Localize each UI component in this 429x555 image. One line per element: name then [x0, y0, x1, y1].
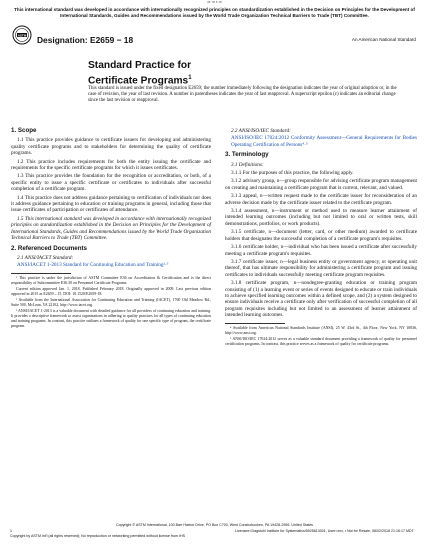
top-code: ᴬᴮ ᵀᴹ ᴱ ᴬᴱ — [207, 1, 222, 5]
section-terminology-heading: 3. Terminology — [225, 151, 269, 159]
section-refdocs-heading: 2. Referenced Documents — [11, 244, 87, 252]
term-3-1-6: 3.1.6 certificate holder, n—individual who has been issued a certificate after successfully meeting a certificate program's requisites. — [225, 244, 417, 257]
footnote-rule-right — [225, 323, 285, 324]
footnote-2: ² Available from the International Association for Continuing Education and Training (IACET), 1760 Old Meadow Rd., Suite 500, McLean, VA 22102, http://www.iacet.org. — [11, 297, 211, 307]
term-3-1-8: 3.1.8 certificate program, n—nondegree-granting education or training program consisting of (1) a learning event or series of events designed to educate or train individuals to achieve specified learning outcomes within a defined scope, and (2) a system designed to ensure individuals receive a certificate only after verification of successful completion of all program requisites including but not limited to an assessment of learner attainment of intended learning outcomes. — [225, 280, 417, 319]
svg-text:ASTM: ASTM — [17, 33, 27, 38]
ref-link-ansi-iacet[interactable]: ANSI/IACET 1-2013 Standard for Continuing Education and Training²·³ — [17, 262, 169, 269]
title-line-2: Certificate Programs$^1$ — [88, 75, 192, 87]
footnote-5: ⁵ ANSI/ISO/IEC 17024:2012 serves as a valuable standard document providing a framework of quality for personnel certification programs. In contrast, this practice serves as a framework of quality for certificate programs. — [225, 336, 417, 346]
footer-page-number: 1 — [10, 529, 12, 533]
scope-1-2: 1.2 This practice includes requirements for both the entity issuing the certificate and requirements for the specific certificate programs for which it issues certificates. — [11, 158, 211, 172]
scope-1-3: 1.3 This practice provides the foundation for the recognition or accreditation, or both, of a specific entity to issue a specific certificate or certificates to individuals after successful completion of a certificate program. — [11, 173, 211, 193]
document-title — [88, 60, 192, 87]
ansi-iso-heading: 2.2 ANSI/ISO/IEC Standard: — [231, 128, 291, 134]
footer-right: Licensee=Dagstuhl Institute for Systematics/5925813001, User=xxx, r Not for Resale, 08/02/2018 21:16:17 MDT — [235, 529, 414, 533]
astm-logo — [12, 25, 32, 45]
title-line-1: Standard Practice for — [88, 60, 192, 71]
term-3-1-3: 3.1.3 appeal, n—written request made to the certificate issuer for reconsideration of an adverse decision made by the certificate issuer related to the certificate program. — [225, 193, 417, 206]
footnote-rule — [11, 273, 71, 274]
header-notice: This international standard was developed in accordance with internationally recognized principles on standardization established in the Decision on Principles for the Development of International Standards, Guides and Recommendations issued by the World Trade Organization Technical Barriers to Trade (TBT) Committee. — [14, 7, 415, 18]
footnote-1: ¹ This practice is under the jurisdiction of ASTM Committee E36 on Accreditation & Certification and is the direct responsibility of Subcommittee E36.30 on Personnel Certificate Programs. — [11, 275, 211, 285]
term-3-1-5: 3.1.5 certificate, n—document (letter, card, or other medium) awarded to certificate holders that designates the successful completion of a certificate program's requisites. — [225, 229, 417, 242]
footer-left — [10, 529, 210, 538]
term-3-1-7: 3.1.7 certificate issuer, n—legal business entity or government agency, or operating unit thereof, that has ultimate responsibility for administering a certificate program and issuing certificates to individuals successfully meeting certificate program requisites. — [225, 258, 417, 278]
term-3-1-1: 3.1.1 For the purposes of this practice, the following apply. — [231, 170, 354, 177]
ansi-ieee-heading: 2.1 ANSI/IACET Standard: — [17, 254, 74, 261]
term-3-1-2: 3.1.2 advisory group, n—group responsible for advising certificate program management on creating and maintaining a certificate program that is current, relevant, and valued. — [225, 178, 417, 191]
footer-copyright-notice: Copyright by ASTM Int'l (all rights reserved); No reproduction or networking permitted without license from IHS — [10, 533, 186, 538]
issuance-note: This standard is issued under the fixed designation E2659; the number immediately following the designation indicates the year of original adoption or, in the case of revision, the year of last revision. A number in parentheses indicates the year of last reapproval. A superscript epsilon (ε) indicates an editorial change since the last revision or reapproval. — [88, 86, 397, 104]
footnote-4: ⁴ Available from American National Standards Institute (ANSI), 25 W. 43rd St., 4th Floor, New York, NY 10036, http://www.ansi.org. — [225, 325, 417, 335]
left-column — [11, 128, 211, 330]
definitions-heading: 3.1 Definitions: — [231, 161, 264, 168]
right-column — [225, 128, 417, 348]
copyright-line: Copyright © ASTM International, 100 Barr Harbor Drive, PO Box C700, West Conshohocken, PA 19428-2959. United States — [116, 523, 313, 527]
scope-1-4: 1.4 This practice does not address guidance pertaining to certification of individuals nor does it address guidance pertaining to education or training programs in general, including those that issue certificates of participation or certificates of attendance. — [11, 194, 211, 214]
footnote-3: ³ ANSI/IACET 1-2013 is a valuable document with detailed guidance for all providers of continuing education and training. It provides a descriptive framework to assist organizations in adhering to quality practices for all types of continuing education and training programs. In contrast, this practice outlines a framework of quality for one specific type of program, the certificate program. — [11, 308, 211, 328]
designation: Designation: E2659 − 18 — [37, 35, 134, 45]
section-scope-heading: 1. Scope — [11, 127, 37, 134]
ansi-label: An American National Standard — [351, 37, 416, 42]
footnote-current-edition: Current edition approved Jan. 1, 2018. Published February 2018. Originally approved in 2009. Last previous edition approved in 2015 as E2659 – 15. DOI: 10.1520/E2659-18. — [11, 286, 211, 296]
ref-link-iso17024[interactable]: ANSI/ISO/IEC 17024:2012 Conformity Assessment—General Requirements for Bodies Operating Certification of Persons⁴·⁵ — [231, 135, 417, 148]
scope-1-1: 1.1 This practice provides guidance to certificate issuers for developing and administering quality certificate programs and to stakeholders for determining the quality of certificate programs. — [11, 137, 211, 157]
term-3-1-4: 3.1.4 assessment, n—instrument or method used to measure learner attainment of intended learning outcomes (including but not limited to oral or written tests, skill demonstrations, portfolios, or work products). — [225, 208, 417, 227]
scope-1-5: 1.5 This international standard was developed in accordance with internationally recognized principles on standardization established in the Decision on Principles for the Development of International Standards, Guides and Recommendations issued by the World Trade Organization Technical Barriers to Trade (TBT) Committee. — [11, 215, 211, 242]
